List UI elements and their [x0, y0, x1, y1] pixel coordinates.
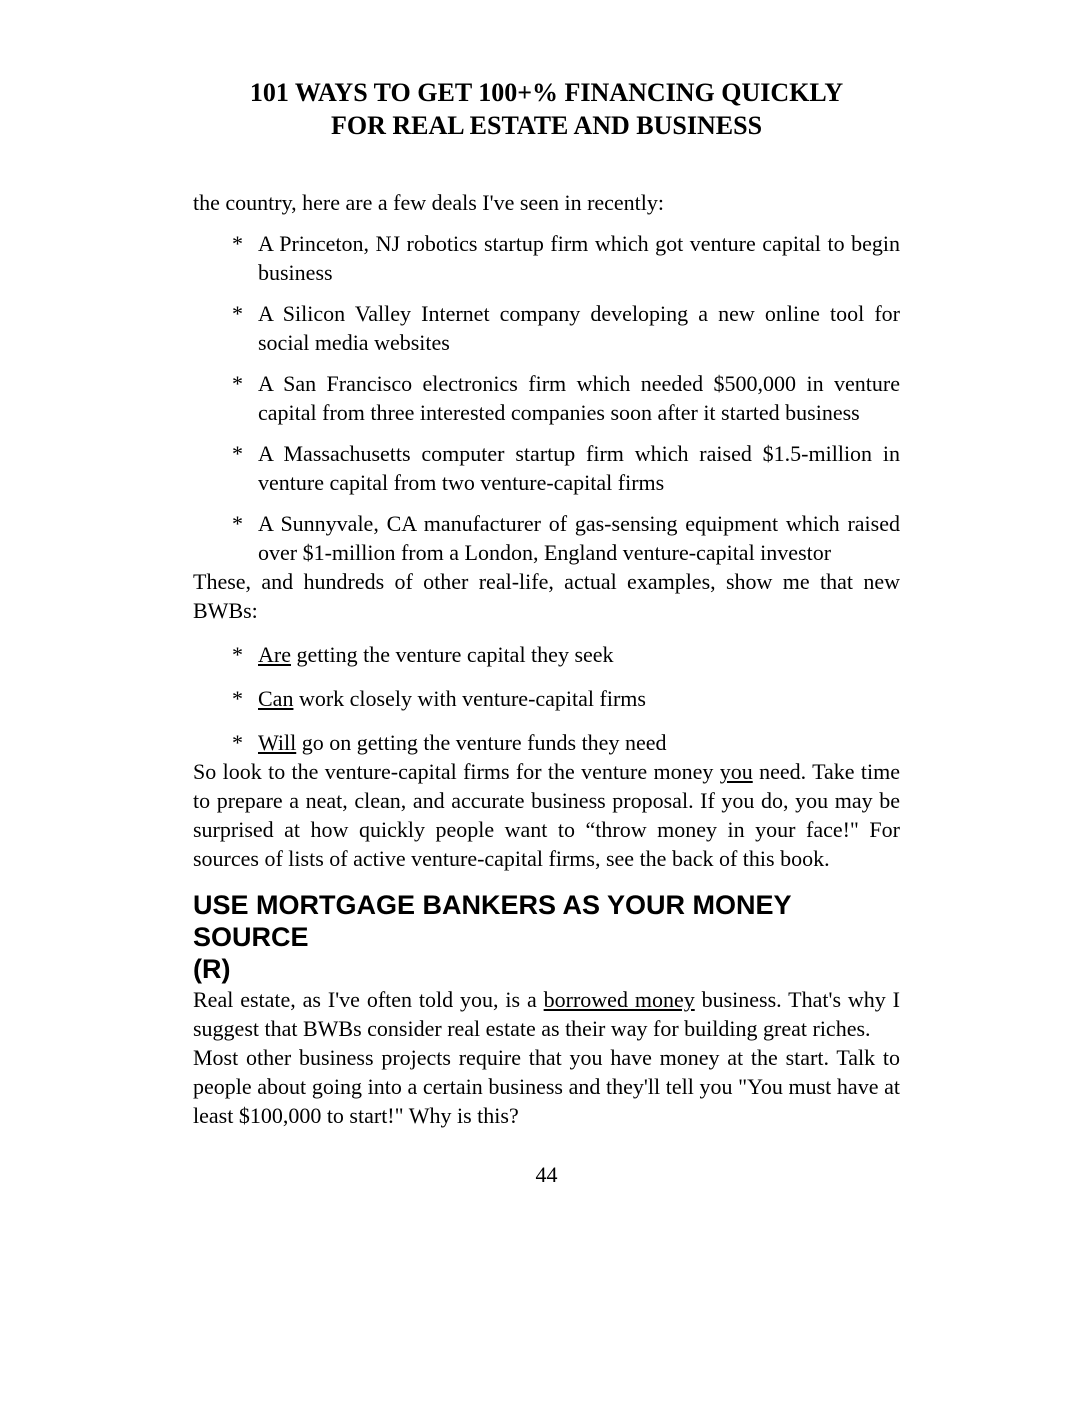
- book-title-line2: FOR REAL ESTATE AND BUSINESS: [330, 111, 763, 140]
- list-item-text: A Princeton, NJ robotics startup firm which got venture capital to begin business: [258, 231, 900, 285]
- asterisk-bullet: *: [232, 441, 243, 466]
- list-item: [193, 728, 900, 757]
- section-heading-line2: (R): [193, 954, 231, 984]
- underlined-word: you: [719, 759, 753, 784]
- so-look-paragraph: [193, 757, 900, 873]
- list-item: [193, 299, 900, 357]
- paragraph-segment: Real estate, as I've often told you, is a: [193, 987, 544, 1012]
- list-item-text: A San Francisco electronics firm which needed $500,000 in venture capital from three interested companies soon after it started business: [258, 371, 900, 425]
- list-item: [193, 369, 900, 427]
- list-item-text: [258, 684, 900, 713]
- list-item-text: [258, 728, 900, 757]
- list-item: [193, 439, 900, 497]
- benefit-bullet-list: [193, 640, 900, 757]
- list-item-text: A Sunnyvale, CA manufacturer of gas-sensing equipment which raised over $1-million from a London, England venture-capital investor: [258, 511, 900, 565]
- list-item-rest: go on getting the venture funds they need: [296, 730, 667, 755]
- list-item: [193, 509, 900, 567]
- asterisk-bullet: *: [232, 730, 243, 755]
- deal-bullet-list: [193, 229, 900, 567]
- asterisk-bullet: *: [232, 686, 243, 711]
- underlined-word: Can: [258, 686, 294, 711]
- section-heading: [193, 889, 900, 985]
- page-number: 44: [535, 1162, 558, 1187]
- real-estate-paragraph: [193, 985, 900, 1043]
- most-other-paragraph: Most other business projects require that you have money at the start. Talk to people about going into a certain business and they'll tell you "You must have at least $100,000 to start!" Why is this?: [193, 1045, 900, 1128]
- underlined-word: Will: [258, 730, 297, 755]
- underlined-word: Are: [258, 642, 291, 667]
- book-title-line1: 101 WAYS TO GET 100+% FINANCING QUICKLY: [249, 78, 844, 107]
- examples-paragraph: These, and hundreds of other real-life, actual examples, show me that new BWBs:: [193, 569, 900, 623]
- list-item: [193, 684, 900, 713]
- book-title: [193, 76, 900, 142]
- intro-paragraph: the country, here are a few deals I've seen in recently:: [193, 190, 665, 215]
- paragraph-segment: need. Take time to prepare a neat, clean, and accurate business proposal. If you do, you may be surprised at how quickly people want to “throw money in your face!" For sources of lists of active venture-capital firms, see the back of this book.: [193, 759, 900, 871]
- list-item-rest: work closely with venture-capital firms: [293, 686, 646, 711]
- list-item-text: A Massachusetts computer startup firm which raised $1.5-million in venture capital from two venture-capital firms: [258, 441, 900, 495]
- paragraph-segment: So look to the venture-capital firms for the venture money: [193, 759, 720, 784]
- list-item-rest: getting the venture capital they seek: [290, 642, 614, 667]
- paragraph-segment: business. That's why I suggest that BWBs consider real estate as their way for building great riches.: [193, 987, 900, 1041]
- asterisk-bullet: *: [232, 642, 243, 667]
- asterisk-bullet: *: [232, 371, 243, 396]
- list-item-text: [258, 640, 900, 669]
- asterisk-bullet: *: [232, 511, 243, 536]
- section-heading-line1: USE MORTGAGE BANKERS AS YOUR MONEY SOURCE: [193, 890, 792, 952]
- asterisk-bullet: *: [232, 231, 243, 256]
- list-item-text: A Silicon Valley Internet company developing a new online tool for social media websites: [258, 301, 900, 355]
- list-item: [193, 640, 900, 669]
- underlined-phrase: borrowed money: [543, 987, 695, 1012]
- asterisk-bullet: *: [232, 301, 243, 326]
- list-item: [193, 229, 900, 287]
